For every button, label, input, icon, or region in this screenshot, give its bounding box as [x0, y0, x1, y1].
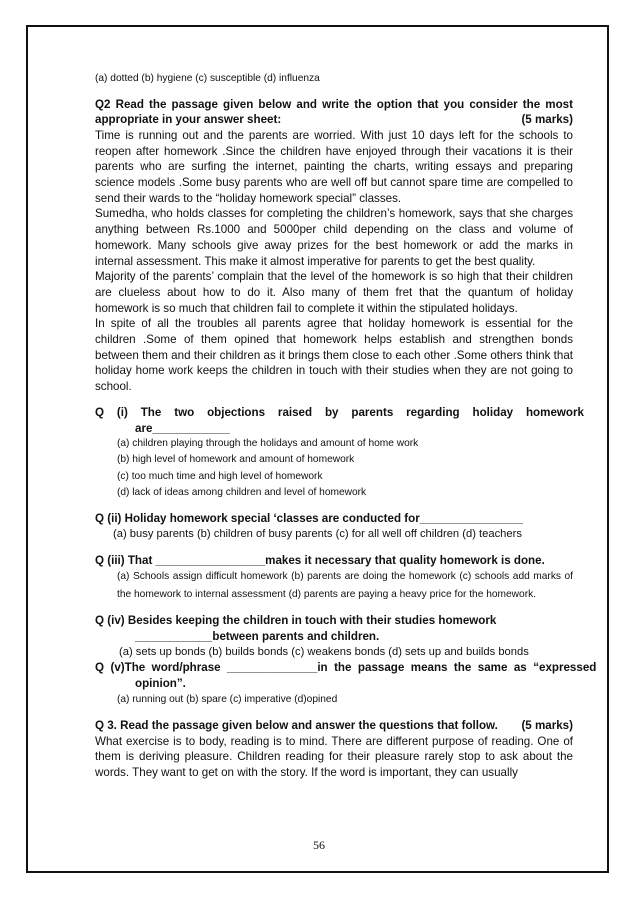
q2-heading-block — [95, 97, 573, 128]
q2-i-stem: Q (i) The two objections raised by parents regarding holiday homework — [95, 405, 584, 419]
q2-paragraph-2: Sumedha, who holds classes for completing the children’s homework, says that she charges anything between Rs.1000 and 5000per child depending on the class and volume of homework. Many schools give away prizes for the best homework or add the marks in internal assessment. This make it almost imperative for parents to get the best quality. — [95, 207, 573, 268]
q2-ii-stem: Q (ii) Holiday homework special ‘classes are conducted for________________ — [95, 512, 523, 526]
q2-ii-options: (a) busy parents (b) children of busy parents (c) for all well off children (d) teachers — [113, 527, 522, 540]
q3-paragraph: What exercise is to body, reading is to mind. There are different purpose of reading. One of them is deriving pleasure. Children reading for their pleasure rarely stop to ask about the words. They want to get on with the story. If the word is important, they can usually — [95, 734, 573, 780]
q2-i-option-a: (a) children playing through the holidays and amount of home work — [117, 438, 419, 450]
q2-iii-options: (a) Schools assign difficult homework (b) parents are doing the homework (c) schools add marks of the homework to internal assessment (d) parents are paying a heavy price for the homework. — [117, 571, 573, 600]
q2-iv-options: (a) sets up bonds (b) builds bonds (c) weakens bonds (d) sets up and builds bonds — [119, 645, 529, 658]
q2-paragraph-1: Time is running out and the parents are worried. With just 10 days left for the schools to reopen after homework .Since the children have enjoyed through their vacations it is their parents who are surfing the internet, painting the charts, writing essays and preparing science models .Some busy parents who are well off but cannot spare time are compelled to send their wards to the “holiday homework special” classes. — [95, 128, 573, 205]
q2-i-option-c: (c) too much time and high level of homework — [117, 470, 323, 482]
q2-marks: (5 marks) — [521, 113, 573, 127]
page-number: 56 — [313, 838, 325, 852]
q3-heading: Q 3. Read the passage given below and answer the questions that follow. — [95, 718, 498, 732]
q2-iv-stem-blank: ____________between parents and children. — [135, 629, 380, 643]
q2-iii-stem: Q (iii) That _________________makes it necessary that quality homework is done. — [95, 553, 545, 567]
q2-v-options: (a) running out (b) spare (c) imperative (d)opined — [117, 693, 338, 705]
previous-question-options: (a) dotted (b) hygiene (c) susceptible (d) influenza — [95, 73, 320, 84]
q2-i-option-d: (d) lack of ideas among children and level of homework — [117, 486, 367, 498]
q3-heading-row — [95, 718, 573, 734]
q2-i-stem-blank: are____________ — [135, 421, 230, 435]
page-content — [95, 71, 597, 781]
q2-paragraph-4: In spite of all the troubles all parents agree that holiday homework is essential for the children .Some of them opined that homework helps establish and strengthen bonds between them and their children as it brings them close to each other .Some others think that holiday home work keeps the children in touch with their studies when they are not going to school. — [95, 317, 573, 394]
q2-v-stem-end: opinion”. — [135, 677, 186, 691]
q2-heading-text: Q2 Read the passage given below and write the option that you consider the most appropriate in your answer sheet: — [95, 97, 573, 127]
q3-marks: (5 marks) — [521, 718, 573, 732]
q2-v-stem: Q (v)The word/phrase ______________in the passage means the same as “expressed — [95, 661, 597, 675]
q2-paragraph-3: Majority of the parents’ complain that the level of the homework is so high that their children are clueless about how to do it. Also many of them fret that the quantum of holiday homework is so much that children fail to complete it within the stipulated holidays. — [95, 270, 573, 315]
q2-i-option-b: (b) high level of homework and amount of homework — [117, 454, 355, 466]
q2-iv-stem: Q (iv) Besides keeping the children in touch with their studies homework — [95, 614, 497, 628]
